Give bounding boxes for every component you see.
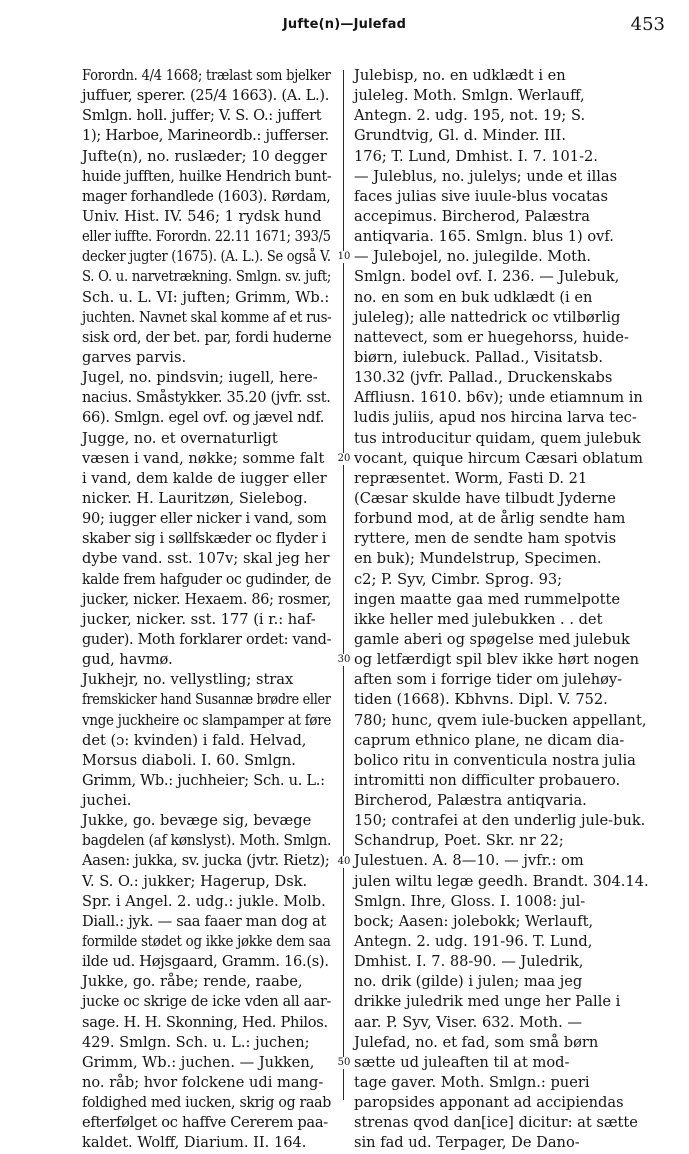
right-column-line: no. en som en buk udklædt (i en bbox=[354, 288, 593, 306]
left-column-line: nicker. H. Lauritzøn, Sielebog. bbox=[82, 489, 308, 507]
right-column-line: Bircherod, Palæstra antiqvaria. bbox=[354, 792, 587, 810]
left-column-line: juchten. Navnet skal komme af et rus- bbox=[82, 308, 332, 326]
left-column-line: sage. H. H. Skonning, Hed. Philos. bbox=[82, 1013, 328, 1031]
right-column-line: antiqvaria. 165. Smlgn. blus 1) ovf. bbox=[354, 228, 614, 246]
left-column-line: Grimm, Wb.: juchheier; Sch. u. L.: bbox=[82, 771, 325, 789]
left-column-line: juffuer, sperer. (25/4 1663). (A. L.). bbox=[82, 87, 330, 105]
line-number: 20 bbox=[335, 453, 353, 465]
right-column-line: ludis juliis, apud nos hircina larva tec- bbox=[354, 409, 637, 427]
left-column-line: Jukhejr, no. vellystling; strax bbox=[82, 671, 294, 689]
right-column-line: aften som i forrige tider om julehøy- bbox=[354, 671, 623, 689]
left-column-line: formilde stødet og ikke jøkke dem saa bbox=[82, 933, 331, 951]
left-column-line: foldighed med iucken, skrig og raab bbox=[82, 1094, 332, 1112]
right-column-line: tage gaver. Moth. Smlgn.: pueri bbox=[354, 1074, 590, 1092]
left-column-line: no. råb; hvor folckene udi mang- bbox=[82, 1074, 324, 1092]
left-column-line: jucker, nicker. sst. 177 (i r.: haf- bbox=[82, 610, 316, 628]
right-column-line: paropsides apponant ad accipiendas bbox=[354, 1094, 624, 1112]
left-column-line: jucke oc skrige de icke vden all aar- bbox=[82, 993, 332, 1011]
left-column-line: V. S. O.: jukker; Hagerup, Dsk. bbox=[82, 872, 308, 890]
right-column-line: drikke juledrik med unge her Palle i bbox=[354, 993, 621, 1011]
right-column-line: Affliusn. 1610. b6v); unde etiamnum in bbox=[354, 389, 643, 407]
left-column-line: Jugge, no. et overnaturligt bbox=[82, 429, 278, 447]
right-column-line: tus introducitur quidam, quem julebuk bbox=[354, 429, 641, 447]
left-column-line: Jukke, go. bevæge sig, bevæge bbox=[82, 812, 312, 830]
right-column-line: 780; hunc, qvem iule-bucken appellant, bbox=[354, 711, 647, 729]
right-column-line: — Juleblus, no. julelys; unde et illas bbox=[354, 167, 618, 185]
left-column-line: væsen i vand, nøkke; somme falt bbox=[82, 449, 325, 467]
left-column-line: sisk ord, der bet. par, fordi huderne bbox=[82, 328, 332, 346]
left-column-line: juchei. bbox=[82, 792, 132, 810]
right-column-line: Grundtvig, Gl. d. Minder. III. bbox=[354, 127, 566, 145]
left-column-line: eller iuffte. Forordn. 22.11 1671; 393/5 bbox=[82, 228, 331, 246]
left-column-line: ilde ud. Højsgaard, Gramm. 16.(s). bbox=[82, 953, 329, 971]
right-column-line: — Julebojel, no. julegilde. Moth. bbox=[354, 248, 592, 266]
right-column-line: 150; contrafei at den underlig jule-buk. bbox=[354, 812, 646, 830]
left-column-line: Jufte(n), no. ruslæder; 10 degger bbox=[82, 147, 327, 165]
right-column-line: Antegn. 2. udg. 195, not. 19; S. bbox=[354, 107, 586, 125]
left-column-line: Morsus diaboli. I. 60. Smlgn. bbox=[82, 751, 296, 769]
left-column-line: Grimm, Wb.: juchen. — Jukken, bbox=[82, 1053, 315, 1071]
right-column-line: og letfærdigt spil blev ikke hørt nogen bbox=[354, 651, 640, 669]
left-column-line: Diall.: jyk. — saa faaer man dog at bbox=[82, 912, 327, 930]
right-column-line: vocant, quique hircum Cæsari oblatum bbox=[354, 449, 643, 467]
right-column-line: caprum ethnico plane, ne dicam dia- bbox=[354, 731, 625, 749]
right-column-line: repræsentet. Worm, Fasti D. 21 bbox=[354, 469, 588, 487]
right-column-line: biørn, iulebuck. Pallad., Visitatsb. bbox=[354, 348, 604, 366]
right-column-line: 176; T. Lund, Dmhist. I. 7. 101-2. bbox=[354, 147, 598, 165]
right-column-line: nattevect, som er huegehorss, huide- bbox=[354, 328, 629, 346]
left-column-line: nacius. Småstykker. 35.20 (jvfr. sst. bbox=[82, 389, 331, 407]
right-column-line: ikke heller med julebukken . . det bbox=[354, 610, 603, 628]
line-number: 50 bbox=[335, 1057, 353, 1069]
left-column-line: 429. Smlgn. Sch. u. L.: juchen; bbox=[82, 1033, 310, 1051]
left-column-line: decker jugter (1675). (A. L.). Se også V. bbox=[82, 248, 331, 266]
right-column-line: strenas qvod dan[ice] dicitur: at sætte bbox=[354, 1114, 638, 1132]
line-number: 40 bbox=[335, 856, 353, 868]
right-column-line: gamle aberi og spøgelse med julebuk bbox=[354, 630, 630, 648]
line-number: 10 bbox=[335, 251, 353, 263]
right-column-line: ingen maatte gaa med rummelpotte bbox=[354, 590, 621, 608]
page-number: 453 bbox=[630, 14, 665, 35]
right-column-line: Smlgn. Ihre, Gloss. I. 1008: jul- bbox=[354, 892, 586, 910]
left-column bbox=[82, 66, 331, 1154]
left-column-line: Jukke, go. råbe; rende, raabe, bbox=[82, 973, 303, 991]
left-column-line: vnge juckheire oc slampamper at føre bbox=[82, 711, 332, 729]
right-column-line: Smlgn. bodel ovf. I. 236. — Julebuk, bbox=[354, 268, 620, 286]
right-column-line: (Cæsar skulde have tilbudt Jyderne bbox=[354, 489, 616, 507]
left-column-line: guder). Moth forklarer ordet: vand- bbox=[82, 630, 332, 648]
right-column-line: no. drik (gilde) i julen; maa jeg bbox=[354, 973, 583, 991]
left-column-line: Sch. u. L. VI: juften; Grimm, Wb.: bbox=[82, 288, 330, 306]
left-column-line: Smlgn. holl. juffer; V. S. O.: juffert bbox=[82, 107, 322, 125]
left-column-line: garves parvis. bbox=[82, 348, 187, 366]
right-column-line: forbund mod, at de årlig sendte ham bbox=[354, 510, 626, 528]
right-column-line: en buk); Mundelstrup, Specimen. bbox=[354, 550, 602, 568]
right-column-line: aar. P. Syv, Viser. 632. Moth. — bbox=[354, 1013, 582, 1031]
left-column-line: 1); Harboe, Marineordb.: jufferser. bbox=[82, 127, 329, 145]
right-column-line: julen wiltu legæ geedh. Brandt. 304.14. bbox=[354, 872, 649, 890]
left-column-line: Spr. i Angel. 2. udg.: jukle. Molb. bbox=[82, 892, 326, 910]
right-column-line: ryttere, men de sendte ham spotvis bbox=[354, 530, 617, 548]
right-column-line: accepimus. Bircherod, Palæstra bbox=[354, 207, 590, 225]
right-column bbox=[354, 66, 668, 1154]
left-column-line: 90; iugger eller nicker i vand, som bbox=[82, 510, 327, 528]
left-column-line: kaldet. Wolff, Diarium. II. 164. bbox=[82, 1134, 307, 1152]
running-header bbox=[0, 14, 689, 40]
right-column-line: intromitti non difficulter probauero. bbox=[354, 771, 621, 789]
right-column-line: Julefad, no. et fad, som små børn bbox=[354, 1033, 599, 1051]
left-column-line: huide jufften, huilke Hendrich bunt- bbox=[82, 167, 332, 185]
left-column-line: mager forhandlede (1603). Rørdam, bbox=[82, 187, 331, 205]
left-column-line: det (ɔ: kvinden) i fald. Helvad, bbox=[82, 731, 307, 749]
left-column-line: kalde frem hafguder oc gudinder, de bbox=[82, 570, 332, 588]
column-divider bbox=[343, 70, 344, 1100]
line-number: 30 bbox=[335, 654, 353, 666]
left-column-line: dybe vand. sst. 107v; skal jeg her bbox=[82, 550, 330, 568]
left-column-line: efterfølget oc haffve Cererem paa- bbox=[82, 1114, 328, 1132]
left-column-line: Aasen: jukka, sv. jucka (jvtr. Rietz); bbox=[82, 852, 330, 870]
right-column-line: sin fad ud. Terpager, De Dano- bbox=[354, 1134, 580, 1152]
running-title: Jufte(n)—Julefad bbox=[282, 17, 407, 32]
left-column-line: skaber sig i søllfskæder oc flyder i bbox=[82, 530, 327, 548]
left-column-line: Univ. Hist. IV. 546; 1 rydsk hund bbox=[82, 207, 322, 225]
left-column-line: Jugel, no. pindsvin; iugell, here- bbox=[82, 369, 318, 387]
left-column-line: Forordn. 4/4 1668; trælast som bjelker bbox=[82, 67, 331, 84]
right-column-line: Dmhist. I. 7. 88-90. — Juledrik, bbox=[354, 953, 584, 971]
right-column-line: Julestuen. A. 8—10. — jvfr.: om bbox=[354, 852, 584, 870]
right-column-line: bolico ritu in conventicula nostra julia bbox=[354, 751, 636, 769]
left-column-line: jucker, nicker. Hexaem. 86; rosmer, bbox=[82, 590, 331, 608]
left-column-line: i vand, dem kalde de iugger eller bbox=[82, 469, 327, 487]
left-column-line: fremskicker hand Susannæ brødre eller bbox=[82, 691, 331, 709]
right-column-line: c2; P. Syv, Cimbr. Sprog. 93; bbox=[354, 570, 563, 588]
right-column-line: Julebisp, no. en udklædt i en bbox=[354, 67, 566, 84]
right-column-line: sætte ud juleaften til at mod- bbox=[354, 1053, 570, 1071]
right-column-line: Schandrup, Poet. Skr. nr 22; bbox=[354, 832, 564, 850]
right-column-line: bock; Aasen: jolebokk; Werlauft, bbox=[354, 912, 594, 930]
left-column-line: bagdelen (af kønslyst). Moth. Smlgn. bbox=[82, 832, 332, 850]
left-column-line: gud, havmø. bbox=[82, 651, 173, 669]
right-column-line: juleleg. Moth. Smlgn. Werlauff, bbox=[354, 87, 585, 105]
right-column-line: faces julias sive iuule-blus vocatas bbox=[354, 187, 609, 205]
left-column-line: 66). Smlgn. egel ovf. og jævel ndf. bbox=[82, 409, 325, 427]
right-column-line: tiden (1668). Kbhvns. Dipl. V. 752. bbox=[354, 691, 608, 709]
right-column-line: juleleg); alle nattedrick oc vtilbørlig bbox=[354, 308, 621, 326]
left-column-line: S. O. u. narvetrækning. Smlgn. sv. juft; bbox=[82, 268, 332, 286]
right-column-line: Antegn. 2. udg. 191-96. T. Lund, bbox=[354, 933, 593, 951]
right-column-line: 130.32 (jvfr. Pallad., Druckenskabs bbox=[354, 369, 613, 387]
